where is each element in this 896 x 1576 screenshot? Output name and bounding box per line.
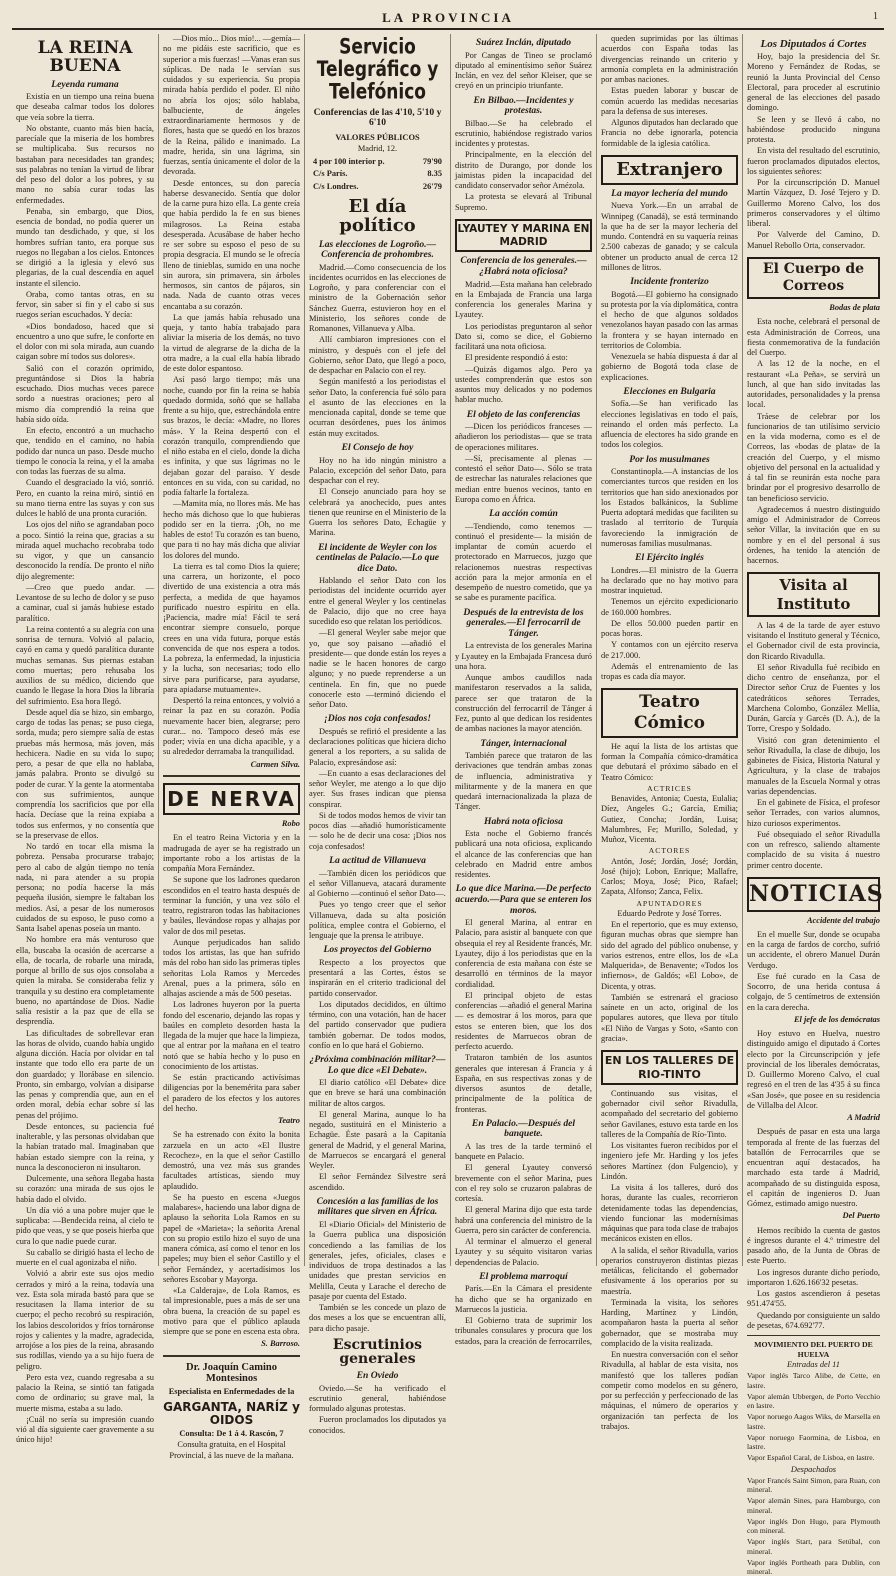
paragraph: Vapor alemán Ubbergen, de Porto Vecchio en lastre. [747, 1391, 880, 1411]
paragraph: La que jamás había rehusado una queja, y tanto había trabajado para aliviar la miseria de los demás, no tuvo la virtud de alegrarse de la dicha de la otra madre, a la cual ella había librado de este dolor espantoso. [163, 312, 300, 373]
article-body [309, 456, 446, 539]
paragraph: El Consejo anunciado para hoy se celebrará ya anochecido, pues antes tienen que reunirse en el Ministerio de la Guerra los señores Dato, Echagüe y Marina. [309, 487, 446, 538]
valores-table [309, 155, 446, 194]
story-body [16, 92, 154, 1446]
paragraph: Bilbao.—Se ha celebrado el escrutinio, habiéndose registrado varios incidentes y protestas. [455, 118, 592, 149]
paragraph: En nuestra conversación con el señor Rivadulla, al hablar de esta visita, nos manifestó que los talleres podían competir como modelos en su género, por su perfección y perfeccionado de las máquinas, el número de operarios y organización tan perfecta de los trabajos. [601, 1350, 738, 1431]
teatro-body [163, 1130, 300, 1337]
paragraph: Hablando el señor Dato con los periodistas del incidente ocurrido ayer entre el general Weyler y los centinelas de Palacio, dijo que no cree haya sucedido eso que relatan los periódicos. [309, 576, 446, 627]
teatro-intro: He aquí la lista de los artistas que forman la Compañía cómico-dramática que debutará el próximo sábado en el Teatro Cómico: [601, 741, 738, 782]
paragraph: En el teatro Reina Victoria y en la madrugada de ayer se ha registrado un importante robo a los artistas de la compañía Mora Fernández. [163, 833, 300, 874]
story-subtitle: Leyenda rumana [51, 78, 119, 90]
paragraph: La tierra es tal como Dios la quiere; una carrera, un horizonte, el poco divertido de una existencia a otra más perfecta, a medida de que hayamos purificado nuestro espíritu en ella. ¡Paciencia, madre mía! Fácil te será encontrar siempre consuelo, porque crees en una vida futura, porque estás convencida de que nos espera a todos. La pobreza, la enfermedad, la injusticia y la lucha, son necesarias; todo ello sirve para purificarse, para ayudarse, para apiadarse mutuamente». [163, 561, 300, 694]
divider [747, 1335, 880, 1336]
headline-robo: Robo [281, 819, 300, 829]
article-body [601, 201, 738, 273]
paragraph: Un día vió a una pobre mujer que le suplicaba: —Bendecida reina, al cielo te pido que veas, y se que poseis hierba que cura lo que nadie puede curar. [16, 1205, 154, 1246]
paragraph: Las dificultades de sobrellevar eran las horas de olvido, cuando había ungido alguna dicción. Hacía por olvidar en tal instante que todo ello era parte de un don guardado; y llorábase en silencio. Pronto, sin embargo, volvían a disiparse las penas y comprendía que, aun en el orden moral, debía echar sobre sí las penas del prójimo. [16, 1028, 154, 1120]
signature-barroso: S. Barroso. [261, 1339, 300, 1349]
actrices-head: ACTRICES [647, 783, 692, 793]
headline-conferencias: Conferencias de las 4'10, 5'10 y 6'10 [313, 106, 442, 129]
headline-escrutinios: Escrutinios generales [332, 1336, 423, 1368]
paragraph: Algunos diputados han declarado que Francia no debe ignorarla, potencia formidable de la iglesia católica. [601, 118, 738, 148]
paragraph: La visita á los talleres, duró dos horas, durante las cuales, recorrieron detenidamente todas las dependencias, viendo funcionar las modernísimas máquinas que para toda clase de trabajos mecánicos existen en ellos. [601, 1183, 738, 1244]
article-body [309, 869, 446, 942]
paragraph: Estas pueden laborar y buscar de común acuerdo las medidas necesarias para la defensa de sus intereses. [601, 86, 738, 116]
paragraph: Vapor Francés Saint Simon, para Ruan, con mineral. [747, 1475, 880, 1495]
paragraph: El principal objeto de estas conferencias —añadió el general Marina— es demostrar á los moros, para que estos se enteren bien, que los dos residentes de Marruecos obran de perfecto acuerdo. [455, 990, 592, 1052]
valores-label: C/s París. [313, 169, 348, 179]
paragraph: El general Marina, aunque lo ha negado, sustituirá en el Ministerio a Echagüe. Éste pasará a la Capitanía general de Madrid, y el general Marina, de Marruecos se encargará el general Weyler. [309, 1109, 446, 1171]
paragraph: No obstante, cuanto más bien hacía, parecíale que la miseria de los hombres se multiplicaba. Sus recursos no bastaban para necesidades tan grandes; sus palabras no tenían la virtud de librar del peso del dolor a los pobres, y su mano no sabía curar todas las enfermedades. [16, 123, 154, 205]
paragraph: La reina contentó a su alegría con una sonrisa de ternura. Volvió al palacio, cayó en cama y quedó paralítica durante muchas semanas. Sus piernas estaban como muertas; pero rehusaba los auxilios de su médico, diciendo que cuando le llegase la hora Dios la libraría del sufrimiento. Esa hora llegó. [16, 624, 154, 706]
headline: La actitud de Villanueva [329, 854, 426, 866]
valores-row [311, 182, 444, 192]
valores-date: Madrid, 12. [357, 143, 398, 153]
column-6 [742, 34, 884, 1576]
headline: En Bilbao.—Incidentes y protestas. [473, 94, 574, 117]
headline: En Oviedo [356, 1370, 399, 1382]
headline: Conferencia de los generales.—¿Habrá nota oficiosa? [460, 255, 587, 278]
masthead [12, 8, 884, 30]
headline: Las elecciones de Logroño.—Conferencia de prohombres. [318, 238, 437, 261]
section-banner-teatro-comico: Teatro Cómico [601, 688, 738, 737]
headline: La mayor lechería del mundo [611, 187, 728, 199]
paragraph: De ellos 50.000 pueden partir en pocas horas. [601, 618, 738, 639]
article-body [455, 918, 592, 1115]
port-list [747, 1371, 880, 1462]
paragraph: Hoy, bajo la presidencia del Sr. Moreno y Fernández de Rodas, se reunió la Junta Provincial del Censo Electoral, para proceder al escrutinio general de las elecciones del pasado domingo. [747, 52, 880, 113]
article-body [747, 317, 880, 566]
section-banner-correos: El Cuerpo de Correos [747, 257, 880, 299]
paragraph: Hoy estuvo en Huelva, nuestro distinguido amigo el diputado á Cortes electo por la Circunscripción y jefe provincial de los liberales demócratas, D. Guillermo Moreno Calvo, el cual regresó en el tren de las 4'35 á su finca «San José», que posee en su residencia de Villalba del Alcor. [747, 1029, 880, 1110]
paragraph: —Quizás digamos algo. Pero ya ustedes comprenderán que estos son asuntos muy delicados y no podemos hablar mucho. [455, 364, 592, 405]
article-body [747, 1029, 880, 1111]
article-body [455, 1142, 592, 1268]
article-body [309, 1384, 446, 1436]
paragraph: El señor Fernández Silvestre será ascendido. [309, 1172, 446, 1192]
article-body [455, 751, 592, 813]
article-body [309, 1078, 446, 1193]
article-body [455, 829, 592, 880]
paragraph: Quedando por consiguiente un saldo de pesetas, 674.692'77. [747, 1310, 880, 1330]
headline: ¿Próxima combinación militar?—Lo que dice «El Debate». [309, 1054, 446, 1076]
port-sub2: Despachados [790, 1464, 837, 1474]
paragraph: Principalmente, en la elección del distrito de Durango, por donde los jaimistas piden la incapacidad del candidato conservador señor Amézola. [455, 150, 592, 191]
paragraph: Salió con el corazón oprimido, preguntándose si Dios la habría escuchado. Dios muchas veces parece sordo a nuestras oraciones; pero al mismo día comprendió la reina que había sido oída. [16, 363, 154, 424]
paragraph: «Dios bondadoso, haced que si encuentro a uno que sufre, le conforte en el dolor con mi sola mirada, aun cuando caigan sobre mí todos sus dolores». [16, 321, 154, 362]
section-banner-riotinto: EN LOS TALLERES DE RIO-TINTO [601, 1050, 738, 1085]
headline: Los proyectos del Gobierno [323, 944, 432, 956]
paragraph: «La Calderaja», de Lola Ramos, es tal impresionable, pues a más de ser una obra buena, la creación de su papel es motivo para que el público aplauda siempre que se pone en escena esta obra. [163, 1286, 300, 1337]
section-banner-telegrafico: Servicio Telegráfico y Telefónico [316, 34, 439, 105]
article-body [747, 52, 880, 251]
paragraph: Vapor Español Caral, de Lisboa, en lastre. [747, 1453, 875, 1463]
paragraph: queden suprimidas por las últimas acuerdos con España todas las divergencias reinando un criterio y armonía completa en la administración por ambas naciones. [601, 34, 738, 84]
paragraph: Respecto a los proyectos que presentará a las Cortes, éstos se inspirarán en el criterio tradicional del partido conservador. [309, 957, 446, 998]
paragraph: También se estrenará el gracioso saínete en un acto, original de los populares autores, que lleva por título «El Niño de Vargas y Soto, «Santo con gracia». [601, 992, 738, 1043]
article-body [601, 566, 738, 683]
headline-bodas: Bodas de plata [829, 303, 880, 312]
paragraph: Al terminar el almuerzo el general Lyautey y su séquito visitaron varias dependencias de Palacio. [455, 1237, 592, 1267]
headline: Después de la entrevista de los generales.—El ferrocarril de Tánger. [463, 606, 584, 639]
paragraph: Por Cangas de Tineo se proclamó diputado al eminentísimo señor Suárez Inclán, en vez del señor Kleiser, que se creyó en un principio triunfante. [455, 50, 592, 91]
paragraph: También parece que trataron de las derivaciones que tendrán ambas zonas de influencia, administrativa y militarmente y de la manera en que quedará internacionalizada la plaza de Tánger. [455, 751, 592, 812]
newspaper-page [12, 8, 884, 1576]
column-5 [596, 34, 742, 1431]
headline: Habrá nota oficiosa [484, 815, 563, 827]
paragraph: —Mamita mía, no llores más. Me has hecho más dichoso que lo que hubieras podido ser en la tierra. ¡Oh, no me hables de esto! Tu corazón es tan bueno, que para ti no hay más dicha que aliviar los dolores del mundo. [163, 499, 300, 560]
headline: El incidente de Weyler con los centinelas de Palacio.—Lo que dice Dato. [315, 541, 440, 574]
ad-specialty: Especialista en Enfermedades de la [168, 1386, 295, 1396]
headline: El jefe de los demócratas [793, 1014, 880, 1024]
paragraph: También se les concede un plazo de dos meses a los que se encuentran allí, para dicho pasaje. [309, 1303, 446, 1333]
story-body-continued [163, 34, 300, 758]
paragraph: A las tres de la tarde terminó el banquete en Palacio. [455, 1141, 592, 1162]
actores-list: Antón, José; Jordán, José; Jordán, José (hijo); Lobon, Enrique; Mallafre, Carlos; Moya, José; Pico, Rafael; Zapata, Alfonso; Zanca, Felix. [601, 856, 738, 897]
paragraph: Visitó con gran detenimiento el señor Rivadulla, la clase de dibujo, los gabinetes de Física, Historia Natural y Agricultura, y la clase de trabajos manuales de la Escuela Normal y otras varias dependencias. [747, 735, 880, 796]
headline: Del Puerto [842, 1211, 880, 1221]
actrices-list: Benavides, Antonia; Cuesta, Eulalia; Díez, Angeles G.; García, Emilia; Gutiez, Concha; Jordán, Luisa; Malumbres, Fe; Murillo, Soledad, y Muñoz, Vicenta. [601, 794, 738, 845]
paragraph: Vapor noruego Aagos Wiks, de Marsella en lastre. [747, 1412, 880, 1431]
headline: El Ejército inglés [635, 552, 704, 564]
paragraph: Cuando el desgraciado la vió, sonrió. Pero, en cuanto la reina miró, sintió en su mano tierna entre las suyas y con sus dulces le habló de una pronta curación. [16, 478, 154, 519]
headline: El problema marroquí [479, 1270, 568, 1282]
headline: El objeto de las conferencias [466, 408, 581, 420]
paragraph: Se leen y se llevó á cabo, no habiéndose producido ninguna protesta. [747, 114, 880, 145]
headline: A Madrid [847, 1113, 880, 1123]
paragraph: En el muelle Sur, donde se ocupaba en la carga de fardos de corcho, sufrió un accidente, el obrero Manuel Durán Verdugo. [747, 929, 880, 970]
paragraph: Continuando sus visitas, el gobernador civil señor Rivadulla, acompañado del secretario del gobierno señor Gavilanes, estuvo esta tarde en los talleres de la Compañía de Río-Tinto. [601, 1088, 738, 1139]
section-dia-politico: El día político [339, 195, 416, 236]
port-list [747, 1476, 880, 1576]
article-body [309, 576, 446, 710]
paragraph: Vapor alemán Sines, para Hamburgo, con mineral. [747, 1496, 880, 1515]
headline: Accidente del trabajo [806, 915, 880, 925]
article-body [747, 930, 880, 1013]
paragraph: Pues yo tengo creer que el señor Villanueva, dada su alta posición política, emplee contra el Gobierno, el lenguaje que la prensa le atribuye. [309, 900, 446, 941]
paragraph: —Tendiendo, como tenemos —continuó el presidente— la misión de implantar de común acuerdo el protectorado en Marruecos, juzgo que relacionemos nuestras respectivas acción para la mejor armonía en el desempeño de nuestro cometido, que ya se sabe es puramente pacífica. [455, 521, 592, 603]
section-banner-instituto: Visita al Instituto [747, 572, 880, 617]
paragraph: Vapor inglés Tarco Alibe, de Cette, en lastre. [747, 1371, 880, 1390]
section-banner-noticias: NOTICIAS [747, 877, 880, 912]
paragraph: Tráese de celebrar por los funcionarios de tan utilísimo servicio en la vida moderna, como es el de Correos, las «bodas de plata» de la creación del Cuerpo, y el mismo objetivo del personal en la actualidad y á tal fin se reunirán esta noche para brindar por el progresivo desarrollo de tan beneficioso servicio. [747, 411, 880, 503]
paragraph: Dulcemente, una señora llegaba hasta su corazón: una mirada de sus ojos le había dado el olvido. [16, 1174, 154, 1204]
paragraph: Después de pasar en esta una larga temporada al frente de las fuerzas del batallón de Ferrocarriles que se encuentran aquí destacados, ha marchado esta tarde á Madrid, acompañado de su distinguida esposa, el capitán de ingenieros D. Juan Gómez, estimado amigo nuestro. [747, 1127, 880, 1209]
paragraph: En el repertorio, que es muy extenso, figuran muchas obras que siempre han sido del agrado del público onubense, y varios estrenos, entre ellos, los de «La Malquerida», de Benavente; «Todos los infiernos», de Galdós; «El Lobo», de Dicenta, y otras. [601, 920, 738, 991]
paragraph: Y contamos con un ejército reserva de 217.000. [601, 640, 738, 660]
paragraph: Los ingresos durante dicho período, importaron 1.626.166'32 pesetas. [747, 1267, 880, 1287]
paragraph: En el gabinete de Física, el profesor señor Terrades, con varios alumnos, hizo curiosos experimentos. [747, 798, 880, 828]
ad-doctor-name: Dr. Joaquín Camino Montesinos [186, 1361, 277, 1385]
headline: Concesión a las familias de los militares que sirven en África. [316, 1195, 439, 1218]
headline: En Palacio.—Después del banquete. [471, 1117, 576, 1140]
paragraph: A las 12 de la noche, en el restaurant «La Peña», se servirá un lunch, al que han sido invitadas las autoridades, personalidades y la prensa local. [747, 359, 880, 410]
paragraph: El «Diario Oficial» del Ministerio de la Guerra publica una disposición concediendo a las familias de los generales, jefes, oficiales, clases e individuos de tropa destinados a las unidades que prestan servicios en Melilla, Ceuta y Larache el derecho de pasaje por cuenta del Estado. [309, 1220, 446, 1301]
headline: Por los musulmanes [629, 453, 710, 465]
headline: El Consejo de hoy [341, 441, 414, 453]
robo-body [163, 833, 300, 1114]
paragraph: Los ojos del niño se agrandaban poco a poco. Sintió la reina que, gracias a su mirada aquel muchacho recobraba todo su vigor, y que un cansancio desconocido la rendía. De pronto el niño dijo alegremente: [16, 520, 154, 581]
paragraph: Por la circunscripción D. Manuel Martín Vázquez, D. José Tejero y D. Guillermo Moreno Calvo, los dos primeros conservadores y el último liberal. [747, 178, 880, 229]
section-banner-extranjero: Extranjero [601, 155, 738, 185]
paragraph: Agradecemos á nuestro distinguido amigo el Administrador de Correos señor Villar, la invitación que en su nombre y en el del personal á sus órdenes, ha tenido la atención de hacernos. [747, 504, 880, 565]
paragraph: No hombre era más venturoso que ella, buscaba la ocasión de acercarse a ella, de tocarla, de robarle una mirada, porque al brillo de sus ojos consolaba a quien la miraba. Se consideraba feliz y tranquila y su destino era completamente bueno, no apartándose de Dios. Nadie salía resistir a la paz que de ella se desprendía. [16, 935, 154, 1027]
headline: Incidente fronterizo [630, 276, 709, 287]
article-body [309, 1220, 446, 1334]
paragraph: Constantinopla.—A instancias de los comerciantes turcos que residen en los territorios que han sido anexionados por los Estados balkánicos, la Sublime Puerta adoptará medidas que faciliten su traslado al territorio de Turquía favoreciendo la inmigración de numerosas familias musulmanas. [601, 467, 738, 548]
article-body [747, 1226, 880, 1332]
headline: Lo que dice Marina.—De perfecto acuerdo.—Para que se enteren los moros. [455, 883, 592, 916]
column-3 [304, 34, 450, 1435]
paragraph: —Sí, precisamente al plenas —contestó el señor Dato—. Sólo se trata de estrechar las naturales relaciones que median entre buenos vecinos, tanto en Europa como en África. [455, 453, 592, 504]
paragraph: Después se refirió el presidente a las declaraciones políticas que hiciera dicho general a los reporters, a su salida de Palacio, expresándose así: [309, 726, 446, 767]
headline: ¡Dios nos coja confesados! [324, 713, 431, 725]
paragraph: Penaba, sin embargo, que Dios, esencia de bondad, no podía querer un mundo tan desdichado, y que, si los hombres sufrían tanto, era porque sus ruegos no llegaban a los cielos. Entonces se dirigió a la iglesia y elevó sus plegarias, de la cual descendía en aquel instante el silencio. [16, 206, 154, 288]
paragraph: El presidente respondió á esto: [465, 353, 568, 363]
paragraph: Se supone que los ladrones quedaron escondidos en el teatro hasta después de terminar la función, y una vez sólo el teatro, registraron todas las habitaciones y baúles, llevándose ropas y alhajas por valor de dos mil pesetas. [163, 875, 300, 936]
valores-label: 4 por 100 interior p. [313, 157, 385, 167]
section-banner-lyautey: LYAUTEY Y MARINA EN MADRID [455, 219, 592, 253]
paragraph: Oviedo.—Se ha verificado el escrutinio general, habiéndose formulado algunas protestas. [309, 1383, 446, 1414]
paragraph: Esta noche, celebrará el personal de esta Administración de Correos, una fiesta conmemorativa de la fundación del Cuerpo. [747, 317, 880, 357]
valores-value: 79'90 [422, 157, 442, 167]
divider [163, 1355, 300, 1357]
paragraph: Ese fué curado en la Casa de Socorro, de una herida contusa á colgajo, de 5 centímetros de extensión en la cara derecha. [747, 971, 880, 1012]
headline: La acción común [489, 508, 558, 520]
port-head: MOVIMIENTO DEL PUERTO DE HUELVA [754, 1340, 873, 1359]
paragraph: Desde entonces, su paciencia fué inalterable, y las personas olvidaban que la habían tratado mal. Imaginaban que habían estado siempre con la reina, y nunca la desconocieron ni insultaron. [16, 1121, 154, 1172]
paragraph: Vapor noruego Faormina, de Lisboa, en lastre. [747, 1432, 880, 1452]
newspaper-title: LA PROVINCIA [382, 10, 514, 25]
column-2 [158, 34, 304, 1460]
paragraph: Además el entrenamiento de las tropas es cada día mayor. [601, 661, 738, 682]
paragraph: Esta noche el Gobierno francés publicará una nota oficiosa, explicando el alcance de las conferencias que han celebrado en Madrid entre ambos residentes. [455, 829, 592, 880]
paragraph: Por Valverde del Camino, D. Manuel Rebollo Orta, conservador. [747, 230, 880, 250]
valores-row [311, 169, 444, 179]
column-1 [12, 34, 158, 1445]
paragraph: En vista del resultado del escrutinio, fueron proclamados diputados electos, los siguientes señores: [747, 146, 880, 176]
article-body [455, 522, 592, 604]
paragraph: El general Marina dijo que esta tarde habrá una conferencia del ministro de la Guerra, pero sin carácter de conferencia. [455, 1205, 592, 1235]
ad-specialty-big: GARGANTA, NARÍZ y OIDOS [163, 1399, 300, 1427]
paragraph: Despertó la reina entonces, y volvió a reinar la paz en su corazón. Podía nuevamente hacer bien, alegrarse; pero curar... no. Tampoco deseó más ese poder; vivía en una dicha apacible, y a su alrededor derramaba la tranquilidad. [163, 696, 300, 757]
paragraph: Vapor inglés Start, para Setúbal, con mineral. [747, 1537, 880, 1556]
article-body [601, 399, 738, 450]
headline-valores: VALORES PÚBLICOS [335, 132, 420, 142]
paragraph: Londres.—El ministro de la Guerra ha declarado que no hay motivo para mostrar inquietud. [601, 565, 738, 596]
paragraph: El Gobierno trata de suprimir los tribunales consulares y procura que los estados, para la creación de ferrocarriles, [455, 1316, 592, 1346]
paragraph: Nueva York.—En un arrabal de Winnipeg (Canadá), se está terminando la que ha de ser la mayor lechería del mundo. Contendrá en su vaquería reinas 2.500 cabezas de ganado; y se calcula obtener un producto anual de cerca 12 millones de litros. [601, 201, 738, 272]
paragraph: Los ladrones huyeron por la puerta fondo del escenario, dejando las ropas y baúles en completo desorden hasta la llegada de la mujer que hace la limpieza, que al entrar por la mañana en el teatro notó que se había hecho y lo puso en conocimiento de los artistas. [163, 1000, 300, 1071]
paragraph: Trataron también de los asuntos generales que interesan á Francia y á España, en sus respectivas zonas y de diversos asuntos de detalle, principalmente de la política de fronteras. [455, 1053, 592, 1114]
signature-carmen-silva: Carmen Silva. [250, 759, 300, 769]
paragraph: Fueron proclamados los diputados ya conocidos. [309, 1415, 446, 1435]
valores-row [311, 157, 444, 167]
headline-diputados: Los Diputados á Cortes [760, 38, 867, 50]
paragraph: El diario católico «El Debate» dice que en breve se hará una combinación militar de altos cargos. [309, 1078, 446, 1108]
valores-label: C/s Londres. [313, 181, 359, 191]
article-body [309, 263, 446, 439]
paragraph: Hemos recibido la cuenta de gastos é ingresos durante el 4.º trimestre del pasado año, de la Junta de Obras de este Puerto. [747, 1225, 880, 1266]
paragraph: Venezuela se había dispuesta á dar al gobierno de Bogotá toda clase de explicaciones. [601, 352, 738, 382]
paragraph: Allí cambiaron impresiones con el ministro, y después con el jefe del Gobierno, señor Dato, que llegó a poco, de despachar en Palacio con el rey. [309, 335, 446, 376]
paragraph: Aunque ambos caudillos nada manifestaron reservados a la salida, parece ser que trataron de la construcción del ferrocarril de Tánger á Fez, punto al que dedican los residentes de ambas naciones la mayor atención. [455, 673, 592, 734]
paragraph: Los visitantes fueron recibidos por el ingeniero jefe Mr. Harding y los jefes señores Martínez (don Fulgencio), y Lindón. [601, 1141, 738, 1181]
article-body [601, 34, 738, 149]
page-number: 1 [873, 11, 878, 22]
apuntadores-list: Eduardo Pedrote y José Torres. [617, 908, 722, 918]
paragraph: —Creo que puedo andar. —Levantose de su lecho de dolor y se puso a caminar, cual si jamás hubiese estado paralítico. [16, 582, 154, 623]
paragraph: Si de todos modos hemos de vivir tan pocos días —añadió humorísticamente— solo he de decir una cosa: ¡Dios nos coja confesados! [309, 810, 446, 851]
article-body [601, 920, 738, 1044]
headline: Elecciones en Bulgaria [623, 385, 716, 397]
valores-value: 8.35 [427, 169, 442, 179]
paragraph: Sofía.—Se han verificado las elecciones legislativas en todo el país, reinando el orden más perfecto. La afluencia de electores ha sido grande en todos los colegios. [601, 399, 738, 450]
divider [163, 775, 300, 777]
paragraph: Madrid.—Como consecuencia de los incidentes ocurridos en las elecciones de Logroño, y para conferenciar con el ministro de la Gobernación señor Sánchez Guerra, estuvieron hoy en el Ministerio, los señores conde de Romanones, Villanueva y Alba. [309, 262, 446, 334]
article-body [747, 621, 880, 871]
article-body [455, 51, 592, 92]
paragraph: Así pasó largo tiempo; más una noche, cuando por fin la reina se había quedado dormida, soñó que se hallaba frente a su hijo, que, estrechándola entre sus brazos, le decía: «Madre, no llores más». Y la Reina despertó con el corazón tranquilo, comprendiendo que el niño estaba en el cielo, donde la dicha es infinita, y que sus lágrimas no le dejaban gozar del paraíso. Y desde entonces en su vida, con su caridad, no podía faltarle la fortaleza. [163, 375, 300, 497]
actores-head: ACTORES [648, 846, 691, 856]
paragraph: El general Lyautey conversó brevemente con el señor Marina, pues con el rey solo se cruzaron palabras de cortesía. [455, 1163, 592, 1204]
paragraph: Los periodistas preguntaron al señor Dato si, como se dice, el Gobierno facilitará una nota oficiosa. [455, 321, 592, 352]
paragraph: Desde aquel día se hizo, sin embargo, cargo de todas las penas; se puso ciega, sorda, muda; pero siempre salía de estas pruebas más hermosa, más joven, más hechicera. Nadie en su vida lo supo; pero, a pesar de que ella no hablaba, jamás palabra. Pronto se divulgó su poder de curar. Y la gente la atormentaba con sus sufrimientos, aunque comprendía los sacrificios que por ella hacía. Decíase que la reina expiaba a todos sus enfermos, y no consentía que se la preservase de ellos. [16, 707, 154, 840]
paragraph: Tenemos un ejército expedicionario de 160.000 hombres. [601, 597, 738, 617]
paragraph: Pero esta vez, cuando regresaba a su palacio la Reina, se sintió tan fatigada como de ordinario; su grave mal, la muerte misma, estaba a su lado. [16, 1372, 154, 1413]
paragraph: Se ha puesto en escena «Juegos malabares», haciendo una labor digna de aplauso la señorita Lola Ramos en su papel de «Marieta»; la señorita Arenal con su propio estilo hizo el suyo de una manera cómica, así como el tenor en los papeles; muy bien el señor Castillo y el señor Fernández, y acertadísimos los señores Escobar y Mayorga. [163, 1192, 300, 1284]
paragraph: —El general Weyler sabe mejor que yo, que soy paisano —añadió el presidente— que donde están los reyes a nadie se le hacen honores de cargo alguno; y no puede reprenderse a un centinela. En fin, que no puede conocerle esto —terminó diciendo el señor Dato. [309, 628, 446, 710]
paragraph: —También dicen los periódicos que el señor Villanueva, atacará duramente al Gobierno —continuó el señor Dato—. [309, 868, 446, 899]
article-body [455, 422, 592, 505]
article-body [747, 1127, 880, 1209]
article-body [455, 641, 592, 734]
paragraph: Madrid.—Esta mañana han celebrado en la Embajada de Francia una larga conferencia los generales Marina y Lyautey. [455, 279, 592, 320]
paragraph: Los gastos ascendieron á pesetas 951.474'55. [747, 1289, 880, 1309]
paragraph: —Dios mío... Dios mío!... —gemía— no me pidáis este sacrificio, que es superior a mis fuerzas! —Vanas eran sus súplicas. De nada le servían sus cuidados y su experiencia. Su propia mirada había perdido el poder. El niño no abría los ojos; sólo hablaba, balbuciente, de ángeles extraordinariamente hermosos y de flores, hasta que se quedó en los brazos de la Reina, pálido e inanimado. La madre, herida, sin una lágrima, sin fuerzas, sentía únicamente el dolor de la devorada. [163, 34, 301, 177]
port-sub: Entradas del 11 [787, 1360, 840, 1370]
paragraph: Se ha estrenado con éxito la bonita zarzuela en un acto «El Ilustre Recochez», en la que el señor Castillo demostró, una vez más sus grandes facultades artísticas, siendo muy aplaudido. [163, 1130, 300, 1191]
article-body [601, 467, 738, 549]
paragraph: París.—En la Cámara el presidente ha dicho que se ha organizado en Marruecos la justicia. [455, 1284, 592, 1314]
paragraph: En efecto, encontró a un muchacho que, tendido en el camino, no había podido dar nunca un paso. Desde mucho tiempo le conocía la reina, y el la amaba con todas las fuerzas de su alma. [16, 426, 154, 477]
article-body [601, 1089, 738, 1432]
paragraph: Existía en un tiempo una reina buena que deseaba calmar todos los dolores que veía sobre la tierra. [16, 92, 154, 122]
apuntadores-head: APUNTADORES [636, 898, 703, 908]
paragraph: A las 4 de la tarde de ayer estuvo visitando el Instituto general y Técnico, el Gobernador civil de esta provincia, don Ricardo Rivadulla. [747, 620, 880, 661]
article-body [601, 290, 738, 383]
paragraph: Vapor inglés Don Hugo, para Plymouth con mineral. [747, 1516, 880, 1536]
paragraph: Volvió a abrir este sus ojos medio cerrados y miró a la reina, todavía una vez. Esta sola mirada bastó para que se resucitasen la llama interior de su cuerpo; el pecho recobró su respiración, los labios descoloridos y fríos tornáronse rojos y calientes y la madre, agradecida, arrojóse a los pies de la reina, abrasando sus rodillas, viendo ya a su hijo fuera de peligro. [16, 1269, 154, 1371]
ad-hours: Consulta: De 1 á 4. Rascón, 7 [179, 1429, 284, 1439]
paragraph: Hoy no ha ido ningún ministro a Palacio, excepción del señor Dato, para despachar con el rey. [309, 455, 446, 486]
article-body [455, 280, 592, 406]
story-title-reina-buena: LA REINA BUENA [37, 38, 133, 76]
column-4 [450, 34, 596, 1346]
paragraph: No tardó en tocar ella misma la pobreza. Pensaba procurarse trabajo; pero al cabo de algún tiempo no tenía nada, ni para atender a su propia persona; no podía hacerse la más pequeña ilusión, siempre le faltaban los medios. Así, a pesar de los numerosos cuidados de su esposo, le puso como a Santa Isabel apenas poseía un manto. [16, 842, 154, 934]
paragraph: El señor Rivadulla fué recibido en dicho centro de enseñanza, por el Director señor Cruz de Fuentes y los catedráticos señores Terrades, Marchena Colombo, González Mellía, Durán, García y Garcés (D. A.), de la Torre, Crespo y Soldado. [747, 662, 880, 734]
article-body [455, 119, 592, 213]
headline-teatro: Teatro [277, 1116, 300, 1126]
paragraph: La protesta se elevará al Tribunal Supremo. [455, 192, 592, 212]
paragraph: A la salida, el señor Rivadulla, varios operarios construyeron distintas piezas metálicas, felicitando el gobernador efusivamente á los operarios por su maestría. [601, 1245, 738, 1296]
paragraph: Fué obsequiado el señor Rivadulla con un refresco, saliendo altamente complacido de su visita á nuestro primer centro docente. [747, 829, 880, 870]
headline: Suárez Inclán, diputado [475, 37, 572, 48]
article-body [455, 1284, 592, 1347]
article-body [309, 727, 446, 852]
paragraph: La entrevista de los generales Marina y Lyautey en la Embajada Francesa duró una hora. [455, 641, 592, 671]
paragraph: —En cuanto a esas declaraciones del señor Weyler, me atengo a lo que dijo ayer. Sus frases indican que piensa conspirar. [309, 768, 446, 809]
headline: Tánger, internacional [480, 737, 567, 749]
section-banner-nerva: DE NERVA [163, 783, 300, 815]
paragraph: Terminada la visita, los señores Harding, Martínez y Lindón, acompañaron hasta la puerta al señor gobernador, que se mostraba muy complacido de la visita realizada. [601, 1297, 738, 1348]
paragraph: Su caballo se dirigió hasta el lecho de muerte en el cual agonizaba el niño. [16, 1247, 154, 1268]
paragraph: Los diputados decididos, en último término, con una votación, han de hacer del partido conservador que pudiera también gobernar. De todos modos, confío en lo que hará el Gobierno. [309, 999, 446, 1050]
paragraph: El general Marina, al entrar en Palacio, para asistir al banquete con que obsequia el rey al Residente francés, Mr. Lyautey, dijo á los periodistas que en la conferencia de esta mañana con éste se desarrolló en términos de la mayor cordialidad. [455, 918, 592, 989]
paragraph: Según manifestó a los periodistas el señor Dato, la conferencia fué sólo para el asunto de las elecciones en la mencionada capital, donde se teme que ocurran desórdenes, pues los ánimos están muy excitados. [309, 377, 446, 438]
paragraph: —Dicen los periódicos franceses —añadieron los periodistas— que se trata de operaciones militares. [455, 422, 592, 452]
paragraph: ¡Cuál no sería su impresión cuando vió al día siguiente caer gravemente a su único hijo! [16, 1414, 154, 1445]
paragraph: Aunque perjudicados han salido todos los artistas, las que han sufrido más del robo han sido las primeras tiples señoritas Lola Ramos y Mercedes Arenal, pues a la primera, sólo en alhajas asciende a más de 500 pesetas. [163, 937, 300, 999]
paragraph: Se están practicando activísimas diligencias por la benemérita para saber el paradero de los efectos y los autores del hecho. [163, 1073, 300, 1113]
paragraph: Vapor inglés Portheath para Dublin, con mineral. [747, 1557, 880, 1576]
ad-free-consult: Consulta gratuita, en el Hospital Provincial, á las nueve de la mañana. [169, 1440, 294, 1460]
paragraph: Desde entonces, su don parecía haberse desvanecido. Sentía que dolor de la carne pura hizo ella. La gente creía que había perdido la fe en sus bienes milagrosos. La Reina estaba desesperada. Acusábase de haber hecho re ser sobre su esposo el peso de su propia desgracia. El mundo se le ofrecía lleno de tinieblas, sumido en una noche sin aurora, sin primavera, sin árboles hermosos, sin cantos de pájaros, sin nada. Nada de cuanto otras veces encantaba a su corazón. [163, 178, 300, 311]
valores-value: 26'79 [422, 181, 442, 191]
paragraph: Bogotá.—El gobierno ha consignado su protesta por la vía diplomática, contra el hecho de que algunos soldados venezolanos hayan pasado con las armas la frontera y se hayan internado en territorios de Colombia. [601, 289, 738, 350]
article-body [309, 958, 446, 1051]
paragraph: Oraba, como tantas otras, en su fervor, sin saber si fin y el cabo si sus ruegos serían escuchados. Y decía: [16, 289, 154, 320]
